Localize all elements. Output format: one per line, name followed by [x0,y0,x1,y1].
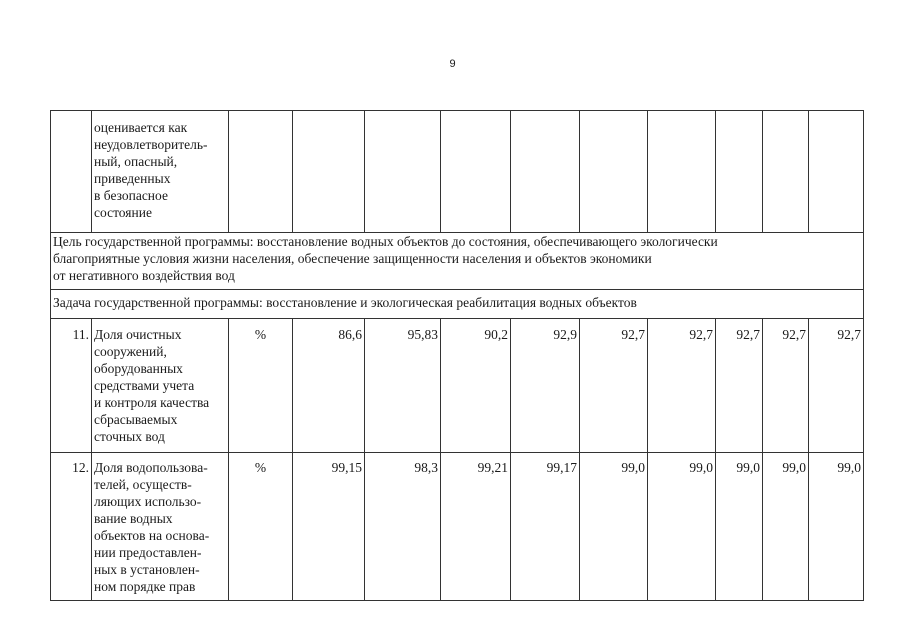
continuation-line: оценивается как [94,120,188,135]
empty-cell [716,111,763,233]
continuation-line: неудовлетворитель- [94,137,208,152]
empty-cell [293,111,365,233]
value-cell: 86,6 [293,319,365,453]
value-cell: 92,7 [648,319,716,453]
page-number: 9 [449,58,456,70]
table-row-continuation [51,111,864,233]
indicator-name-line: Доля водопользова- [94,460,208,475]
value-cell: 99,0 [580,453,648,601]
row-number: 12. [51,453,92,601]
table-row-goal [51,233,864,290]
unit-cell: % [229,453,293,601]
continuation-line: состояние [94,205,152,220]
indicator-name-line: ляющих использо- [94,494,202,509]
indicator-name [92,319,229,453]
empty-cell [511,111,580,233]
empty-cell [229,111,293,233]
indicator-name-line: сточных вод [94,429,165,444]
value-cell: 92,9 [511,319,580,453]
value-cell: 95,83 [365,319,441,453]
value-cell: 99,0 [809,453,864,601]
empty-cell [580,111,648,233]
task-banner: Задача государственной программы: восстановление и экологическая реабилитация водных объектов [51,290,864,319]
value-cell: 90,2 [441,319,511,453]
empty-cell [648,111,716,233]
value-cell: 92,7 [809,319,864,453]
row-number: 11. [51,319,92,453]
value-cell: 99,0 [716,453,763,601]
continuation-name-cell [92,111,229,233]
cell-num-empty [51,111,92,233]
value-cell: 99,21 [441,453,511,601]
indicator-name-line: сооружений, [94,344,167,359]
goal-line: Цель государственной программы: восстановление водных объектов до состояния, обеспечивающего экологически [53,234,718,249]
table-row [51,319,864,453]
value-cell: 92,7 [716,319,763,453]
empty-cell [365,111,441,233]
indicator-name-line: и контроля качества [94,395,210,410]
value-cell: 92,7 [763,319,809,453]
indicator-name-line: Доля очистных [94,327,182,342]
value-cell: 98,3 [365,453,441,601]
indicator-name-line: ном порядке прав [94,579,196,594]
goal-line: от негативного воздействия вод [53,268,235,283]
indicator-name-line: средствами учета [94,378,195,393]
continuation-line: в безопасное [94,188,168,203]
empty-cell [763,111,809,233]
indicator-name-line: сбрасываемых [94,412,178,427]
goal-line: благоприятные условия жизни населения, обеспечение защищенности населения и объектов экономики [53,251,652,266]
value-cell: 92,7 [580,319,648,453]
indicator-name-line: нии предоставлен- [94,545,202,560]
value-cell: 99,0 [648,453,716,601]
empty-cell [809,111,864,233]
value-cell: 99,0 [763,453,809,601]
empty-cell [441,111,511,233]
indicator-name-line: оборудованных [94,361,183,376]
indicator-name [92,453,229,601]
goal-banner [51,233,864,290]
indicator-name-line: ных в установлен- [94,562,200,577]
table-row [51,453,864,601]
table-row-task [51,290,864,319]
indicators-table [50,110,864,601]
indicator-name-line: вание водных [94,511,173,526]
continuation-line: приведенных [94,171,171,186]
indicator-name-line: объектов на основа- [94,528,210,543]
indicator-name-line: телей, осуществ- [94,477,192,492]
continuation-line: ный, опасный, [94,154,178,169]
value-cell: 99,17 [511,453,580,601]
value-cell: 99,15 [293,453,365,601]
unit-cell: % [229,319,293,453]
